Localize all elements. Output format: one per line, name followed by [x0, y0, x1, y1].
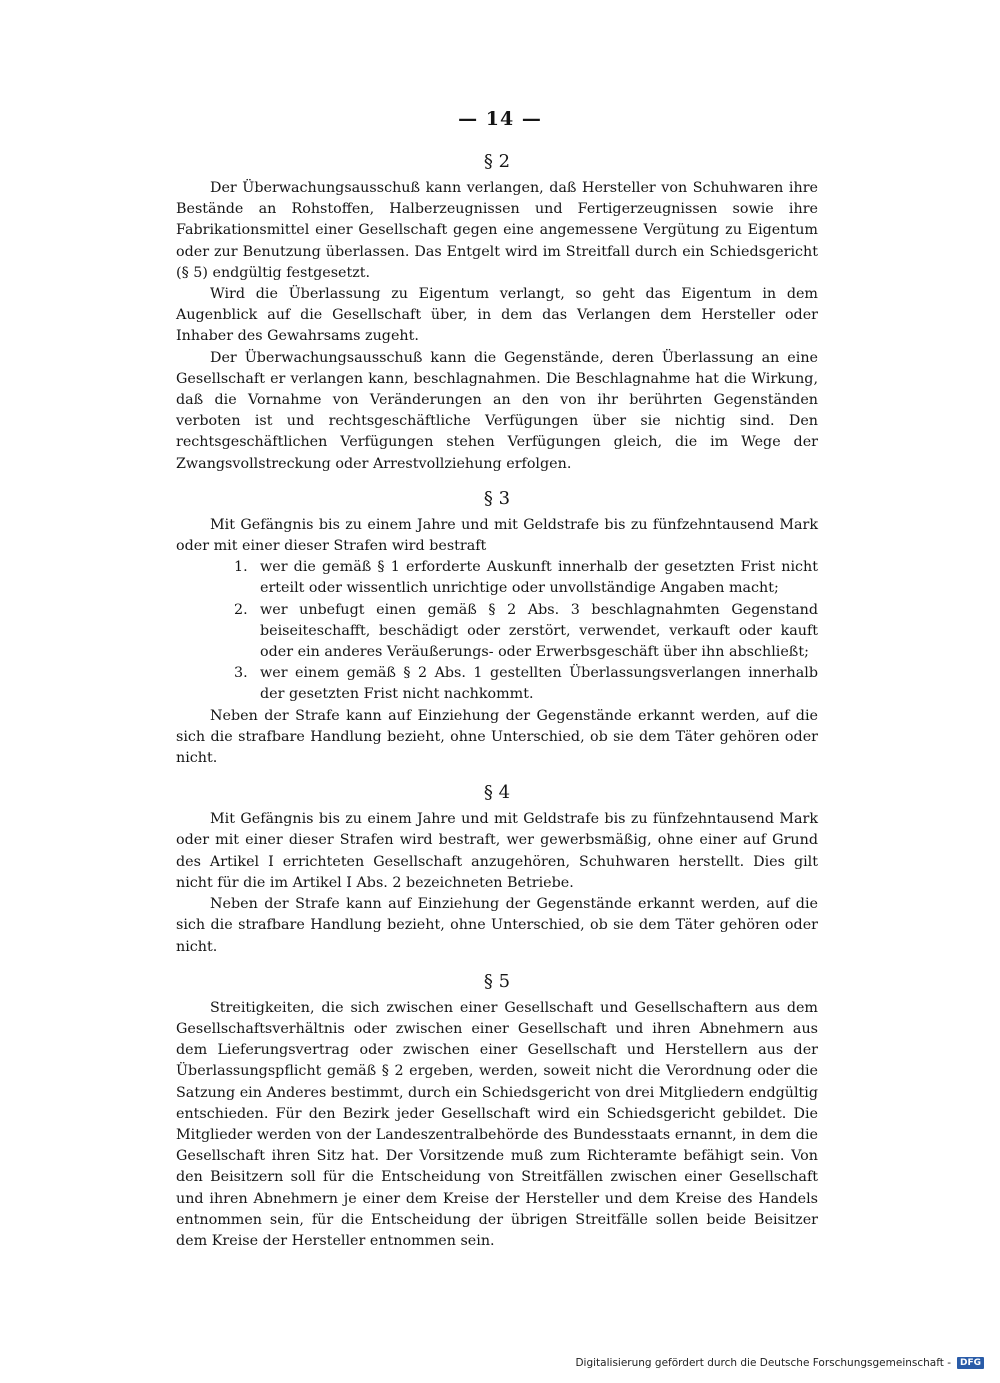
section-heading: § 4 — [483, 782, 511, 804]
paragraph: Streitigkeiten, die sich zwischen einer Gesellschaft und Gesellschaftern aus dem Gesellschaftsverhältnis oder zwischen einer Gesellschaft und ihren Abnehmern aus dem Lieferungsvertrag oder zwischen einer Gesellschaft und Herstellern aus der Überlassungspflicht gemäß § 2 ergeben, werden, soweit nicht die Verordnung oder die Satzung ein Anderes bestimmt, durch ein Schiedsgericht von drei Mitgliedern endgültig entschieden. Für den Bezirk jeder Gesellschaft wird ein Schiedsgericht gebildet. Die Mitglieder werden von der Landeszentralbehörde des Bundesstaats ernannt, in dem die Gesellschaft ihren Sitz hat. Der Vorsitzende muß zum Richteramte befähigt sein. Von den Beisitzern soll für die Entscheidung von Streitfällen zwischen einer Gesellschaft und ihren Abnehmern je einer dem Kreise der Hersteller und dem Kreise des Handels entnommen sein, für die Entscheidung der übrigen Streitfälle sollen beide Beisitzer dem Kreise der Hersteller entnommen sein. — [176, 999, 818, 1249]
list-number: 1. — [234, 559, 248, 576]
section-4 — [176, 781, 818, 957]
list-number: 3. — [234, 665, 248, 682]
list-item — [176, 557, 818, 599]
paragraph: Neben der Strafe kann auf Einziehung der Gegenstände erkannt werden, auf die sich die strafbare Handlung bezieht, ohne Unterschied, ob sie dem Täter gehören oder nicht. — [176, 707, 818, 767]
section-2 — [176, 150, 818, 475]
paragraph: Neben der Strafe kann auf Einziehung der Gegenstände erkannt werden, auf die sich die strafbare Handlung bezieht, ohne Unterschied, ob sie dem Täter gehören oder nicht. — [176, 896, 818, 955]
list-text: wer einem gemäß § 2 Abs. 1 gestellten Überlassungsverlangen innerhalb der gesetzten Frist nicht nachkommt. — [260, 665, 818, 703]
document-body — [176, 150, 818, 1252]
list-text: wer die gemäß § 1 erforderte Auskunft innerhalb der gesetzten Frist nicht erteilt oder wissentlich unrichtige oder unvollständige Angaben macht; — [260, 559, 818, 597]
list-item — [176, 663, 818, 705]
footer-text: Digitalisierung gefördert durch die Deutsche Forschungsgemeinschaft - — [575, 1357, 951, 1369]
section-5 — [176, 970, 818, 1252]
section-heading: § 5 — [483, 970, 511, 992]
paragraph: Mit Gefängnis bis zu einem Jahre und mit Geldstrafe bis zu fünfzehntausend Mark oder mit einer dieser Strafen wird bestraft — [176, 516, 818, 555]
list-number: 2. — [234, 601, 248, 618]
paragraph: Wird die Überlassung zu Eigentum verlangt, so geht das Eigentum in dem Augenblick auf die Gesellschaft über, in dem das Verlangen dem Hersteller oder Inhaber des Gewahrsams zugeht. — [176, 286, 818, 345]
list-item — [176, 600, 818, 664]
offense-list — [176, 557, 818, 705]
list-text: wer unbefugt einen gemäß § 2 Abs. 3 beschlagnahmten Gegenstand beiseiteschafft, beschädigt oder zerstört, verwendet, verkauft oder kauft oder ein anderes Veräußerungs- oder Erwerbsgeschäft über ihn abschließt; — [260, 601, 818, 661]
digitization-footer — [575, 1357, 984, 1369]
section-heading: § 2 — [483, 151, 511, 172]
section-heading: § 3 — [483, 487, 511, 509]
section-3 — [176, 487, 818, 769]
dfg-logo: DFG — [957, 1357, 984, 1369]
paragraph: Der Überwachungsausschuß kann die Gegenstände, deren Überlassung an eine Gesellschaft er verlangen kann, beschlagnahmen. Die Beschlagnahme hat die Wirkung, daß die Vornahme von Veränderungen an den von ihr berührten Gegenständen verboten ist und rechtsgeschäftliche Verfügungen über sie nichtig sind. Den rechtsgeschäftlichen Verfügungen stehen Verfügungen gleich, die im Wege der Zwangsvollstreckung oder Arrestvollziehung erfolgen. — [176, 349, 818, 472]
page-number: — 14 — — [458, 108, 542, 130]
paragraph: Mit Gefängnis bis zu einem Jahre und mit Geldstrafe bis zu fünfzehntausend Mark oder mit einer dieser Strafen wird bestraft, wer gewerbsmäßig, ohne einer auf Grund des Artikel I errichteten Gesellschaft anzugehören, Schuhwaren herstellt. Dies gilt nicht für die im Artikel I Abs. 2 bezeichneten Betriebe. — [176, 811, 818, 891]
paragraph: Der Überwachungsausschuß kann verlangen, daß Hersteller von Schuhwaren ihre Bestände an Rohstoffen, Halberzeugnissen und Fertigerzeugnissen sowie ihre Fabrikationsmittel einer Gesellschaft gegen eine angemessene Vergütung zu Eigentum oder zur Benutzung überlassen. Das Entgelt wird im Streitfall durch ein Schiedsgericht (§ 5) endgültig festgesetzt. — [176, 180, 818, 281]
